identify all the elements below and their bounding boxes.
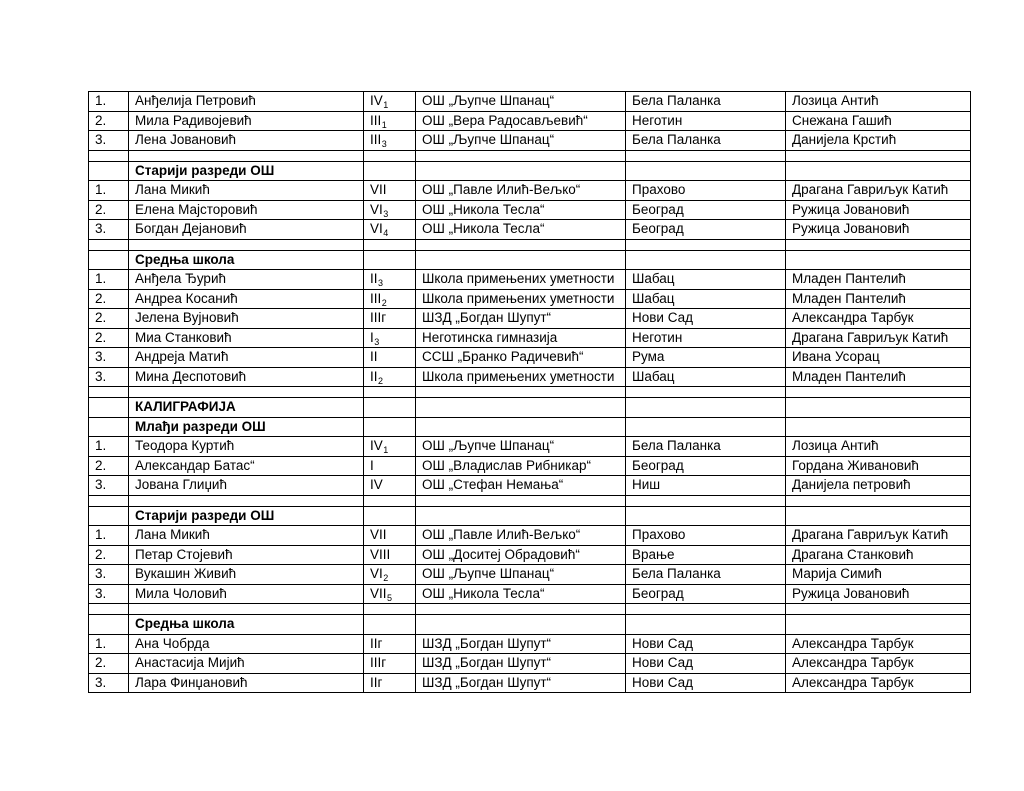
grade-cell (364, 634, 416, 654)
rank-cell (89, 250, 129, 270)
empty-cell (416, 150, 626, 161)
city-cell: Београд (626, 220, 786, 240)
section-title-cell: Старији разреди ОШ (129, 506, 364, 526)
school-cell: ОШ „Љупче Шпанац“ (416, 131, 626, 151)
grade-cell (364, 92, 416, 112)
city-cell: Шабац (626, 367, 786, 387)
city-cell: Београд (626, 456, 786, 476)
table-row (89, 348, 971, 368)
mentor-cell: Лозица Антић (786, 92, 971, 112)
table-row (89, 565, 971, 585)
name-cell: Јелена Вујновић (129, 309, 364, 329)
grade-cell (364, 417, 416, 437)
empty-cell (89, 239, 129, 250)
rank-cell: 3. (89, 673, 129, 693)
school-cell: ОШ „Владислав Рибникар“ (416, 456, 626, 476)
mentor-cell (786, 398, 971, 418)
grade-value: IV (370, 438, 383, 454)
city-cell: Нови Сад (626, 309, 786, 329)
mentor-cell: Ружица Јовановић (786, 200, 971, 220)
grade-value: I (370, 329, 374, 345)
mentor-cell: Драгана Гавриљук Катић (786, 181, 971, 201)
mentor-cell: Младен Пантелић (786, 367, 971, 387)
table-row (89, 92, 971, 112)
table-row (89, 654, 971, 674)
school-cell: ШЗД „Богдан Шупут“ (416, 654, 626, 674)
mentor-cell (786, 161, 971, 181)
rank-cell: 2. (89, 328, 129, 348)
grade-cell (364, 476, 416, 496)
city-cell (626, 161, 786, 181)
grade-subscript: 2 (378, 375, 384, 386)
school-cell (416, 161, 626, 181)
grade-cell (364, 200, 416, 220)
mentor-cell: Данијела Крстић (786, 131, 971, 151)
name-cell: Анастасија Мијић (129, 654, 364, 674)
name-cell: Богдан Дејановић (129, 220, 364, 240)
city-cell: Неготин (626, 328, 786, 348)
city-cell: Нови Сад (626, 673, 786, 693)
grade-cell (364, 328, 416, 348)
name-cell: Елена Мајсторовић (129, 200, 364, 220)
rank-cell (89, 398, 129, 418)
grade-cell (364, 584, 416, 604)
city-cell: Нови Сад (626, 654, 786, 674)
rank-cell (89, 615, 129, 635)
school-cell: ОШ „Никола Тесла“ (416, 220, 626, 240)
empty-cell (89, 150, 129, 161)
grade-value: II (370, 271, 378, 287)
name-cell: Мила Чоловић (129, 584, 364, 604)
mentor-cell (786, 417, 971, 437)
empty-cell (626, 387, 786, 398)
section-title-cell: Млађи разреди ОШ (129, 417, 364, 437)
name-cell: Анђелија Петровић (129, 92, 364, 112)
table-row (89, 328, 971, 348)
mentor-cell: Драгана Станковић (786, 545, 971, 565)
table-row (89, 367, 971, 387)
empty-cell (786, 239, 971, 250)
school-cell: ОШ „Павле Илић-Вељко“ (416, 526, 626, 546)
mentor-cell: Ружица Јовановић (786, 584, 971, 604)
table-row (89, 181, 971, 201)
school-cell: Школа примењених уметности (416, 270, 626, 290)
grade-value: VII (370, 585, 387, 601)
rank-cell: 1. (89, 270, 129, 290)
school-cell: ШЗД „Богдан Шупут“ (416, 673, 626, 693)
empty-cell (786, 150, 971, 161)
table-row (89, 220, 971, 240)
grade-cell (364, 545, 416, 565)
results-table (88, 91, 971, 693)
grade-subscript: 3 (374, 336, 380, 347)
mentor-cell: Александра Тарбук (786, 309, 971, 329)
grade-subscript: 2 (381, 297, 387, 308)
empty-cell (416, 604, 626, 615)
grade-value: III (370, 112, 382, 128)
rank-cell: 3. (89, 131, 129, 151)
city-cell: Ниш (626, 476, 786, 496)
section-header-row (89, 417, 971, 437)
grade-value: III (370, 290, 382, 306)
empty-cell (364, 150, 416, 161)
table-row (89, 526, 971, 546)
mentor-cell: Александра Тарбук (786, 634, 971, 654)
empty-cell (89, 387, 129, 398)
school-cell (416, 615, 626, 635)
grade-subscript: 1 (383, 100, 389, 111)
grade-value: IIг (370, 635, 383, 651)
grade-cell (364, 309, 416, 329)
school-cell: ШЗД „Богдан Шупут“ (416, 634, 626, 654)
name-cell: Александар Батас“ (129, 456, 364, 476)
empty-cell (626, 604, 786, 615)
empty-cell (129, 150, 364, 161)
grade-subscript: 5 (387, 592, 393, 603)
rank-cell: 2. (89, 200, 129, 220)
grade-cell (364, 437, 416, 457)
school-cell: Школа примењених уметности (416, 367, 626, 387)
mentor-cell: Младен Пантелић (786, 270, 971, 290)
rank-cell: 3. (89, 348, 129, 368)
name-cell: Лена Јовановић (129, 131, 364, 151)
mentor-cell (786, 615, 971, 635)
grade-cell (364, 654, 416, 674)
rank-cell: 1. (89, 92, 129, 112)
grade-value: IV (370, 477, 383, 493)
empty-cell (89, 604, 129, 615)
name-cell: Андреа Косанић (129, 289, 364, 309)
city-cell (626, 506, 786, 526)
city-cell: Бела Паланка (626, 437, 786, 457)
rank-cell: 1. (89, 634, 129, 654)
grade-cell (364, 526, 416, 546)
name-cell: Лана Микић (129, 526, 364, 546)
grade-subscript: 3 (383, 208, 389, 219)
rank-cell: 2. (89, 309, 129, 329)
school-cell: ОШ „Љупче Шпанац“ (416, 565, 626, 585)
rank-cell: 1. (89, 437, 129, 457)
grade-value: VI (370, 566, 383, 582)
grade-subscript: 4 (383, 228, 389, 239)
city-cell: Бела Паланка (626, 92, 786, 112)
empty-cell (129, 387, 364, 398)
city-cell: Врање (626, 545, 786, 565)
name-cell: Анђела Ђурић (129, 270, 364, 290)
city-cell: Бела Паланка (626, 565, 786, 585)
empty-cell (364, 239, 416, 250)
rank-cell (89, 506, 129, 526)
section-title-cell: Старији разреди ОШ (129, 161, 364, 181)
section-title-cell: Средња школа (129, 615, 364, 635)
grade-cell (364, 456, 416, 476)
section-title-cell: Средња школа (129, 250, 364, 270)
grade-cell (364, 367, 416, 387)
name-cell: Петар Стојевић (129, 545, 364, 565)
name-cell: Теодора Куртић (129, 437, 364, 457)
school-cell: Неготинска гимназија (416, 328, 626, 348)
mentor-cell: Александра Тарбук (786, 654, 971, 674)
mentor-cell: Данијела петровић (786, 476, 971, 496)
grade-cell (364, 565, 416, 585)
table-row (89, 111, 971, 131)
school-cell: ОШ „Љупче Шпанац“ (416, 437, 626, 457)
grade-cell (364, 181, 416, 201)
school-cell (416, 506, 626, 526)
spacer-row (89, 495, 971, 506)
spacer-row (89, 150, 971, 161)
city-cell (626, 417, 786, 437)
name-cell: Мина Деспотовић (129, 367, 364, 387)
table-row (89, 289, 971, 309)
city-cell: Прахово (626, 526, 786, 546)
name-cell: Андреја Матић (129, 348, 364, 368)
rank-cell: 2. (89, 654, 129, 674)
city-cell: Прахово (626, 181, 786, 201)
mentor-cell: Драгана Гавриљук Катић (786, 526, 971, 546)
grade-value: IIIг (370, 310, 387, 326)
name-cell: Вукашин Живић (129, 565, 364, 585)
spacer-row (89, 604, 971, 615)
rank-cell: 2. (89, 289, 129, 309)
rank-cell: 3. (89, 476, 129, 496)
grade-value: IV (370, 93, 383, 109)
name-cell: Лана Микић (129, 181, 364, 201)
rank-cell: 2. (89, 456, 129, 476)
empty-cell (129, 604, 364, 615)
empty-cell (89, 495, 129, 506)
grade-cell (364, 270, 416, 290)
grade-cell (364, 348, 416, 368)
mentor-cell: Ивана Усорац (786, 348, 971, 368)
table-row (89, 476, 971, 496)
rank-cell: 1. (89, 526, 129, 546)
city-cell: Неготин (626, 111, 786, 131)
spacer-row (89, 239, 971, 250)
rank-cell: 2. (89, 545, 129, 565)
name-cell: Мила Радивојевић (129, 111, 364, 131)
grade-cell (364, 673, 416, 693)
school-cell: ОШ „Стефан Немања“ (416, 476, 626, 496)
grade-value: III (370, 132, 382, 148)
mentor-cell: Снежана Гашић (786, 111, 971, 131)
table-row (89, 634, 971, 654)
table-row (89, 584, 971, 604)
section-header-row (89, 250, 971, 270)
name-cell: Лара Финџановић (129, 673, 364, 693)
mentor-cell (786, 250, 971, 270)
name-cell: Јована Глиџић (129, 476, 364, 496)
grade-value: I (370, 457, 374, 473)
grade-value: VI (370, 221, 383, 237)
grade-cell (364, 250, 416, 270)
grade-subscript: 1 (381, 119, 387, 130)
empty-cell (416, 495, 626, 506)
city-cell (626, 250, 786, 270)
grade-cell (364, 220, 416, 240)
section-title-cell: КАЛИГРАФИЈА (129, 398, 364, 418)
school-cell: Школа примењених уметности (416, 289, 626, 309)
empty-cell (626, 150, 786, 161)
school-cell: ОШ „Вера Радосављевић“ (416, 111, 626, 131)
grade-subscript: 3 (378, 278, 384, 289)
mentor-cell: Марија Симић (786, 565, 971, 585)
name-cell: Ана Чобрда (129, 634, 364, 654)
table-row (89, 270, 971, 290)
grade-value: IIг (370, 674, 383, 690)
mentor-cell: Ружица Јовановић (786, 220, 971, 240)
city-cell: Бела Паланка (626, 131, 786, 151)
grade-cell (364, 506, 416, 526)
school-cell (416, 398, 626, 418)
section-header-row (89, 506, 971, 526)
grade-value: II (370, 349, 378, 365)
grade-cell (364, 161, 416, 181)
rank-cell: 3. (89, 584, 129, 604)
city-cell: Шабац (626, 270, 786, 290)
empty-cell (364, 604, 416, 615)
grade-cell (364, 131, 416, 151)
rank-cell: 3. (89, 565, 129, 585)
table-row (89, 673, 971, 693)
grade-value: VI (370, 201, 383, 217)
grade-cell (364, 111, 416, 131)
table-row (89, 309, 971, 329)
table-row (89, 437, 971, 457)
mentor-cell (786, 506, 971, 526)
mentor-cell: Александра Тарбук (786, 673, 971, 693)
school-cell: ШЗД „Богдан Шупут“ (416, 309, 626, 329)
table-row (89, 456, 971, 476)
table-row (89, 545, 971, 565)
city-cell (626, 615, 786, 635)
empty-cell (364, 495, 416, 506)
name-cell: Миа Станковић (129, 328, 364, 348)
grade-cell (364, 615, 416, 635)
grade-cell (364, 289, 416, 309)
school-cell (416, 417, 626, 437)
section-header-row (89, 161, 971, 181)
empty-cell (786, 495, 971, 506)
rank-cell (89, 161, 129, 181)
school-cell: ОШ „Павле Илић-Вељко“ (416, 181, 626, 201)
city-cell: Београд (626, 584, 786, 604)
school-cell (416, 250, 626, 270)
rank-cell: 3. (89, 220, 129, 240)
empty-cell (626, 239, 786, 250)
school-cell: ОШ „Љупче Шпанац“ (416, 92, 626, 112)
mentor-cell: Лозица Антић (786, 437, 971, 457)
empty-cell (129, 239, 364, 250)
grade-value: II (370, 368, 378, 384)
rank-cell: 1. (89, 181, 129, 201)
rank-cell: 2. (89, 111, 129, 131)
grade-value: IIIг (370, 655, 387, 671)
grade-subscript: 3 (381, 139, 387, 150)
empty-cell (786, 387, 971, 398)
empty-cell (364, 387, 416, 398)
grade-subscript: 1 (383, 445, 389, 456)
grade-value: VIII (370, 546, 391, 562)
grade-cell (364, 398, 416, 418)
rank-cell (89, 417, 129, 437)
empty-cell (626, 495, 786, 506)
city-cell: Рума (626, 348, 786, 368)
school-cell: ОШ „Никола Тесла“ (416, 200, 626, 220)
mentor-cell: Драгана Гавриљук Катић (786, 328, 971, 348)
table-row (89, 200, 971, 220)
empty-cell (416, 387, 626, 398)
table-row (89, 131, 971, 151)
empty-cell (786, 604, 971, 615)
empty-cell (416, 239, 626, 250)
city-cell (626, 398, 786, 418)
results-table-body (89, 92, 971, 693)
grade-subscript: 2 (383, 573, 389, 584)
city-cell: Београд (626, 200, 786, 220)
grade-value: VII (370, 182, 387, 198)
mentor-cell: Гордана Живановић (786, 456, 971, 476)
grade-value: VII (370, 527, 387, 543)
section-header-row (89, 398, 971, 418)
mentor-cell: Младен Пантелић (786, 289, 971, 309)
rank-cell: 3. (89, 367, 129, 387)
school-cell: ССШ „Бранко Радичевић“ (416, 348, 626, 368)
spacer-row (89, 387, 971, 398)
school-cell: ОШ „Никола Тесла“ (416, 584, 626, 604)
city-cell: Нови Сад (626, 634, 786, 654)
school-cell: ОШ „Доситеј Обрадовић“ (416, 545, 626, 565)
city-cell: Шабац (626, 289, 786, 309)
empty-cell (129, 495, 364, 506)
section-header-row (89, 615, 971, 635)
